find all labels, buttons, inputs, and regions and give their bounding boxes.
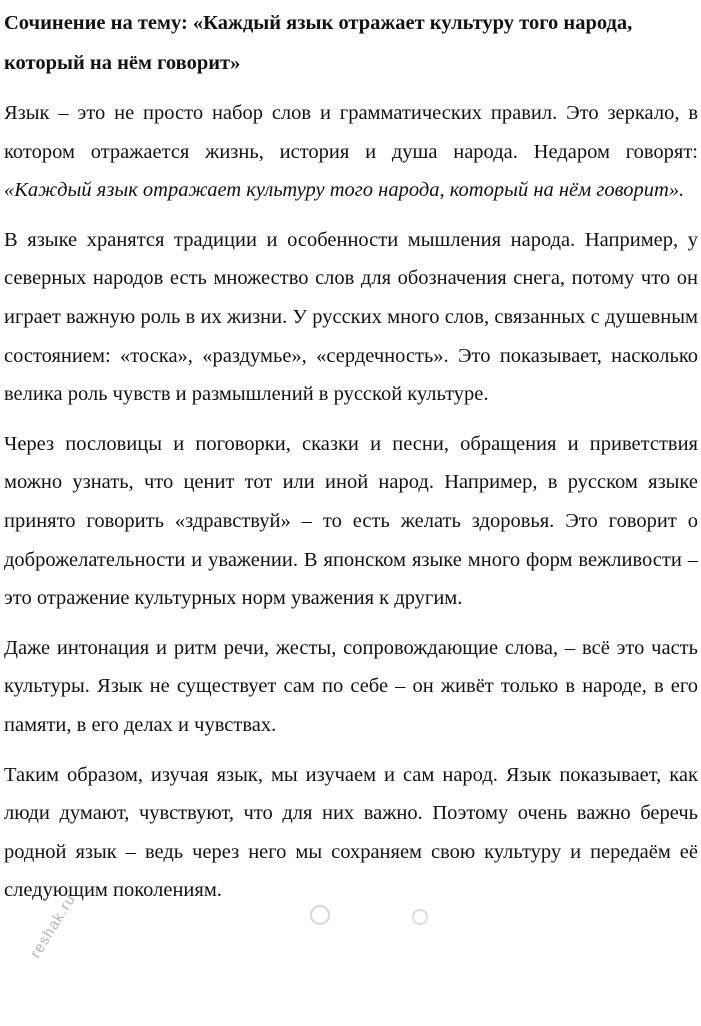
- paragraph-3: Через пословицы и поговорки, сказки и песни, обращения и приветствия можно узнать, что ценит тот или иной народ. Например, в русском языке принято говорить «здравствуй» – то есть желать здоровья. Это говорит о доброжелательности и уважении. В японском языке много форм вежливости – это отражение культурных норм уважения к другим.: [4, 432, 698, 610]
- paragraph-1-text: Язык – это не просто набор слов и грамматических правил. Это зеркало, в котором отражается жизнь, история и душа народа. Недаром говорят:: [4, 102, 698, 163]
- paragraph-4: Даже интонация и ритм речи, жесты, сопровождающие слова, – всё это часть культуры. Язык не существует сам по себе – он живёт только в народе, в его памяти, в его делах и чувствах.: [4, 636, 698, 736]
- paragraph-1: [4, 94, 698, 210]
- essay-document: [4, 0, 698, 910]
- watermark-text: reshak.ru: [27, 891, 80, 962]
- paragraph-5: Таким образом, изучая язык, мы изучаем и сам народ. Язык показывает, как люди думают, чувствуют, что для них важно. Поэтому очень важно беречь родной язык – ведь через него мы сохраняем свою культуру и передаём её следующим поколениям.: [4, 763, 698, 902]
- essay-title: Сочинение на тему: «Каждый язык отражает культуру того народа, который на нём говорит»: [4, 12, 633, 74]
- paragraph-2: В языке хранятся традиции и особенности мышления народа. Например, у северных народов есть множество слов для обозначения снега, потому что он играет важную роль в их жизни. У русских много слов, связанных с душевным состоянием: «тоска», «раздумье», «сердечность». Это показывает, насколько велика роль чувств и размышлений в русской культуре.: [4, 228, 698, 406]
- paragraph-1-quote: «Каждый язык отражает культуру того народа, который на нём говорит».: [4, 179, 685, 202]
